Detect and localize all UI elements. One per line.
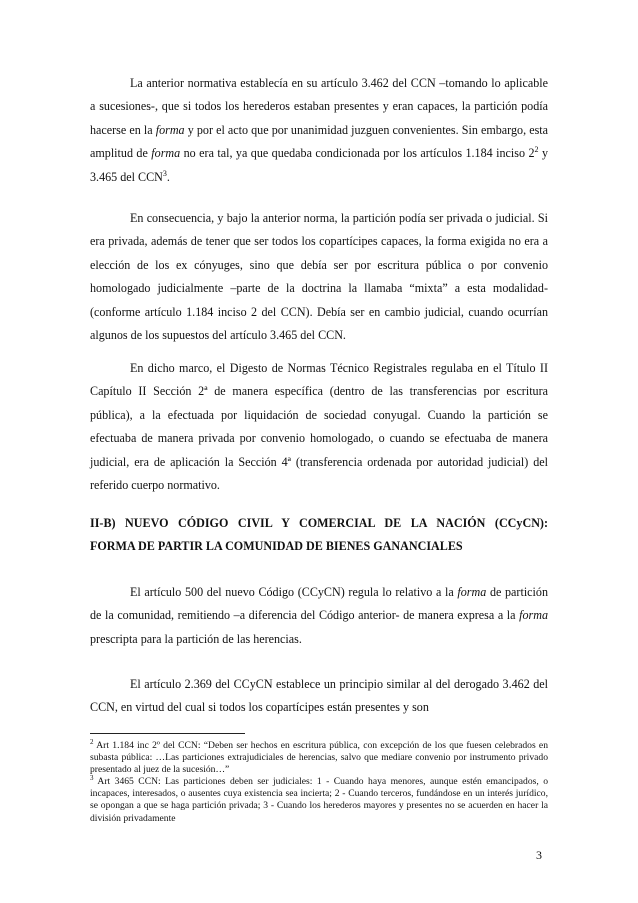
paragraph-1-text: y por el acto que por unanimidad juzguen convenientes. Sin embargo, esta amplitud de xyxy=(90,122,548,161)
footnote-ref-2[interactable]: 2 xyxy=(534,145,539,155)
footnote-2 xyxy=(90,740,548,777)
paragraph-4-text: prescripta para la partición de las herencias. xyxy=(90,631,302,646)
footnote-ref-3[interactable]: 3 xyxy=(162,168,167,178)
emphasis-forma: forma xyxy=(155,122,185,137)
section-heading xyxy=(90,512,548,559)
paragraph-1 xyxy=(90,72,548,189)
footnote-3-marker: 3 xyxy=(90,774,94,782)
paragraph-1-text: . xyxy=(166,169,170,184)
emphasis-forma: forma xyxy=(457,585,487,599)
section-heading-line-2: FORMA DE PARTIR LA COMUNIDAD DE BIENES GANANCIALES xyxy=(90,539,463,554)
footnote-separator xyxy=(90,733,245,734)
paragraph-4-text: El artículo 500 del nuevo Código (CCyCN) regula lo relativo a la xyxy=(130,585,458,599)
paragraph-4-text: de partición de la comunidad, remitiendo –a diferencia del Código anterior- de manera expresa a la xyxy=(90,585,548,623)
paragraph-2: En consecuencia, y bajo la anterior norma, la partición podía ser privada o judicial. Si era privada, además de tener que ser todos los copartícipes capaces, la forma exigida no era a elección de los ex cónyuges, sino que debía ser por escritura pública o por convenio homologado judicialmente –parte de la doctrina la llamaba “mixta” a esta modalidad- (conforme artículo 1.184 inciso 2 del CCN). Debía ser en cambio judicial, cuando ocurrían algunos de los supuestos del artículo 3.465 del CCN. xyxy=(90,211,548,343)
paragraph-4 xyxy=(90,581,548,651)
page-number: 3 xyxy=(536,848,542,862)
emphasis-forma: forma xyxy=(519,608,548,623)
paragraph-1-text: La anterior normativa establecía en su artículo 3.462 del CCN –tomando lo aplicable a sucesiones-, que si todos los herederos estaban presentes y eran capaces, la partición podía hacerse en la xyxy=(90,76,548,137)
section-heading-line-1: II-B) NUEVO CÓDIGO CIVIL Y COMERCIAL DE LA NACIÓN (CCyCN): xyxy=(90,516,548,530)
emphasis-forma: forma xyxy=(151,146,181,161)
paragraph-1-text: y 3.465 del CCN xyxy=(90,146,548,184)
footnote-3-text: Art 3465 CCN: Las particiones deben ser judiciales: 1 - Cuando haya menores, aunque estén emancipados, o incapaces, interesados, o ausentes cuya existencia sea incierta; 2 - Cuando terceros, fundándose en un interés jurídico, se opongan a que se haga partición privada; 3 - Cuando los herederos mayores y presentes no se acuerden en hacer la división privadamente xyxy=(90,776,548,824)
paragraph-5: El artículo 2.369 del CCyCN establece un principio similar al del derogado 3.462 del CCN, en virtud del cual si todos los copartícipes están presentes y son xyxy=(90,677,548,715)
footnote-3 xyxy=(90,776,548,825)
paragraph-3: En dicho marco, el Digesto de Normas Técnico Registrales regulaba en el Título II Capítulo II Sección 2ª de manera específica (dentro de las transferencias por escritura pública), a la efectuada por liquidación de sociedad conyugal. Cuando la partición se efectuaba de manera privada por convenio homologado, o cuando se efectuaba de manera judicial, era de aplicación la Sección 4ª (transferencia ordenada por autoridad judicial) del referido cuerpo normativo. xyxy=(90,361,548,493)
footnote-2-marker: 2 xyxy=(90,738,94,746)
footnote-2-text: Art 1.184 inc 2º del CCN: “Deben ser hechos en escritura pública, con excepción de los que fuesen celebrados en subasta pública: …Las particiones extrajudiciales de herencias, salvo que mediare convenio por instrumento privado presentado al juez de la sucesión…” xyxy=(90,740,548,776)
paragraph-1-text: no era tal, ya que quedaba condicionada por los artículos 1.184 inciso 2 xyxy=(180,146,535,161)
